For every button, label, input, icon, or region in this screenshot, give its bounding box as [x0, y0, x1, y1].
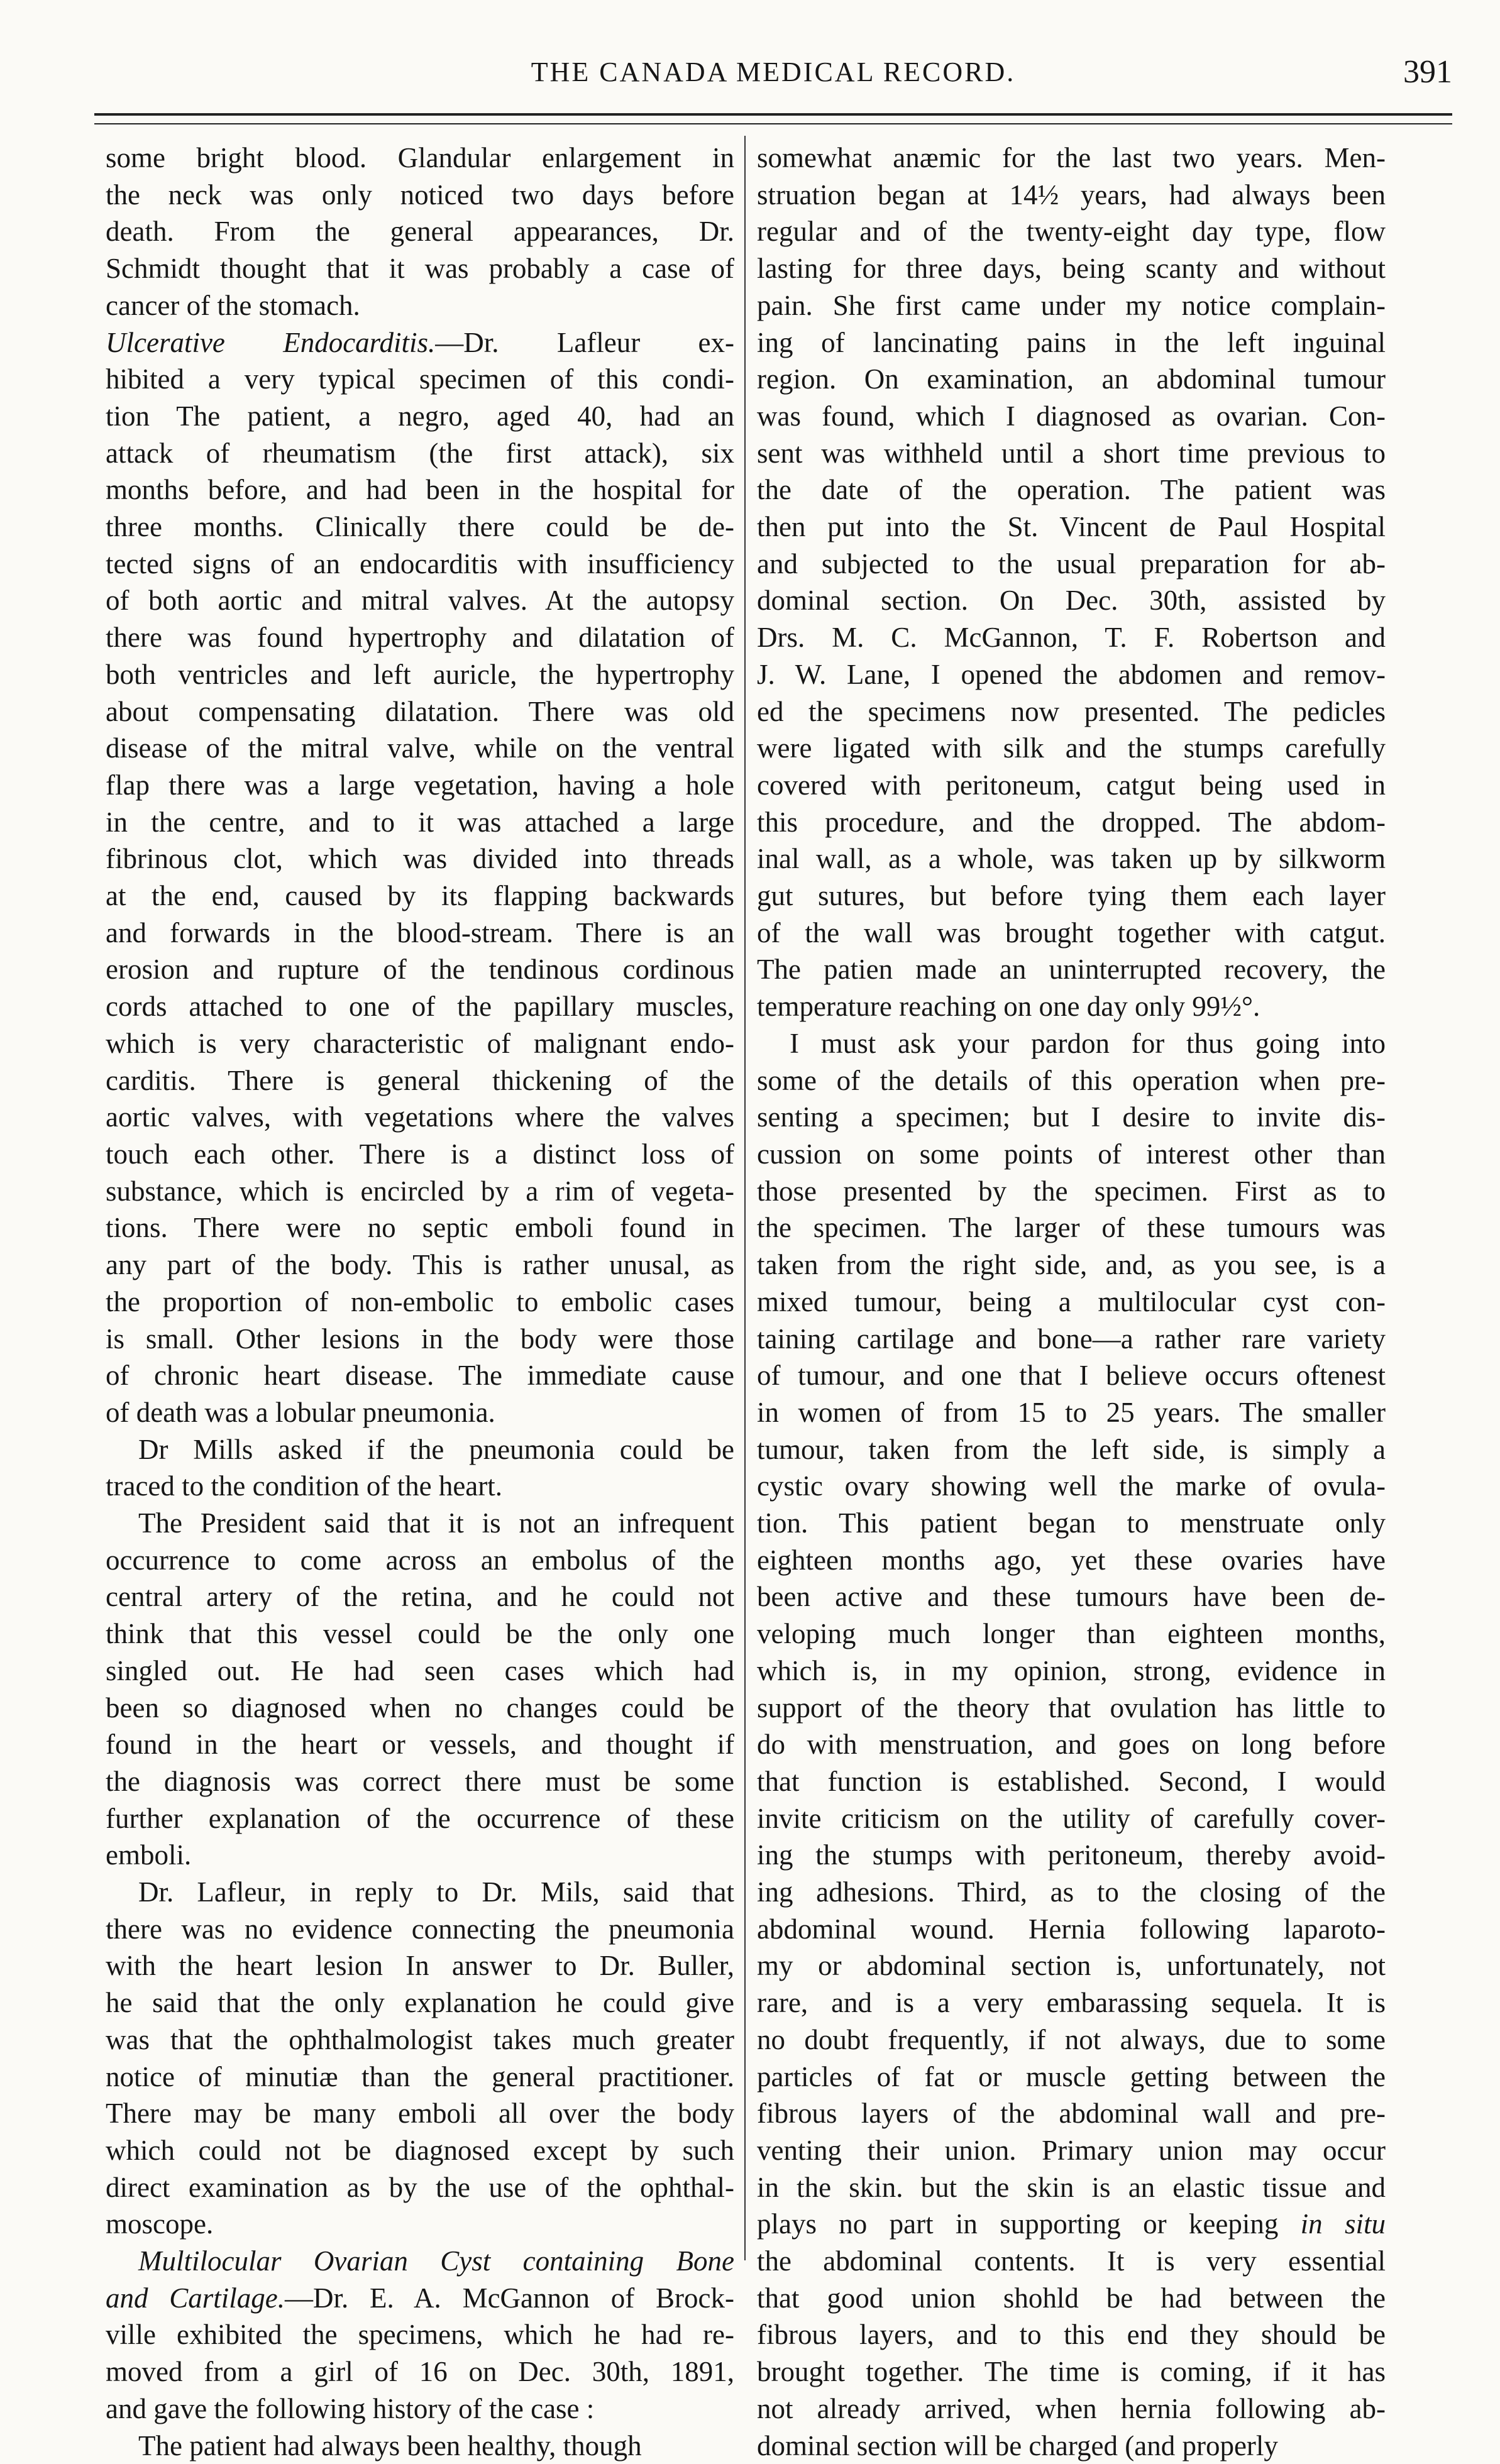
- text-line: notice of minutiæ than the general practitioner.: [106, 2060, 734, 2093]
- text-line: There may be many emboli all over the body: [106, 2098, 734, 2130]
- text-line: of chronic heart disease. The immediate cause: [106, 1360, 734, 1392]
- text-line: there was no evidence connecting the pneumonia: [106, 1913, 734, 1945]
- text-line: Schmidt thought that it was probably a case of: [106, 253, 734, 285]
- left-paragraph: [106, 324, 734, 1431]
- text-line: Multilocular Ovarian Cyst containing Bone: [138, 2245, 734, 2277]
- text-line: attack of rheumatism (the first attack), six: [106, 437, 734, 469]
- text-line: tion. This patient began to menstruate only: [757, 1507, 1386, 1539]
- text-line: of both aortic and mitral valves. At the autopsy: [106, 585, 734, 617]
- text-line: further explanation of the occurrence of these: [106, 1802, 734, 1834]
- text-line: substance, which is encircled by a rim of vegeta-: [106, 1175, 734, 1207]
- text-line: and subjected to the usual preparation for ab-: [757, 547, 1386, 580]
- text-line: somewhat anæmic for the last two years. Men-: [757, 142, 1386, 173]
- text-line: veloping much longer than eighteen months,: [757, 1618, 1386, 1650]
- text-line: tion The patient, a negro, aged 40, had an: [106, 400, 734, 432]
- header-rule-thick: [94, 113, 1452, 116]
- text-line: The patien made an uninterrupted recovery, the: [757, 954, 1386, 986]
- text-line: some of the details of this operation when pre-: [757, 1064, 1386, 1096]
- text-line: and forwards in the blood-stream. There is an: [106, 916, 734, 949]
- text-line: occurrence to come across an embolus of the: [106, 1544, 734, 1576]
- text-line: moscope.: [106, 2208, 214, 2240]
- text-line: death. From the general appearances, Dr.: [106, 216, 734, 248]
- text-line: that good union shohld be had between the: [757, 2282, 1386, 2314]
- text-line: sent was withheld until a short time previous to: [757, 437, 1386, 469]
- text-line: brought together. The time is coming, if it has: [757, 2356, 1386, 2388]
- text-line: ed the specimens now presented. The pedicles: [757, 695, 1386, 727]
- text-line: do with menstruation, and goes on long before: [757, 1729, 1386, 1761]
- text-line: months before, and had been in the hospital for: [106, 474, 734, 506]
- text-line: central artery of the retina, and he could not: [106, 1581, 734, 1613]
- text-line: gut sutures, but before tying them each layer: [757, 880, 1386, 912]
- text-line: was that the ophthalmologist takes much greater: [106, 2023, 734, 2055]
- text-line: at the end, caused by its flapping backwards: [106, 880, 734, 912]
- text-line: three months. Clinically there could be de-: [106, 511, 734, 543]
- text-line: plays no part in supporting or keeping in situ: [757, 2208, 1386, 2240]
- text-line: eighteen months ago, yet these ovaries have: [757, 1544, 1386, 1576]
- text-line: direct examination as by the use of the ophthal-: [106, 2171, 734, 2203]
- text-line: no doubt frequently, if not always, due to some: [757, 2023, 1386, 2055]
- text-line: is small. Other lesions in the body were those: [106, 1323, 734, 1355]
- text-line: in the skin. but the skin is an elastic tissue and: [757, 2171, 1386, 2203]
- text-line: aortic valves, with vegetations where the valves: [106, 1101, 734, 1133]
- text-line: venting their union. Primary union may occur: [757, 2134, 1386, 2166]
- text-line: and gave the following history of the case :: [106, 2392, 595, 2424]
- text-line: then put into the St. Vincent de Paul Hospital: [757, 511, 1386, 543]
- text-line: tected signs of an endocarditis with insufficiency: [106, 547, 734, 580]
- text-line: dominal section will be charged (and properly: [757, 2429, 1278, 2461]
- text-line: emboli.: [106, 1839, 192, 1871]
- text-line: the date of the operation. The patient was: [757, 474, 1386, 506]
- text-line: ing adhesions. Third, as to the closing of the: [757, 1876, 1386, 1908]
- text-line: tumour, taken from the left side, is simply a: [757, 1433, 1386, 1465]
- text-line: in the centre, and to it was attached a large: [106, 806, 734, 838]
- page-number: 391: [1403, 54, 1452, 90]
- text-line: fibrinous clot, which was divided into threads: [106, 843, 734, 875]
- text-line: ville exhibited the specimens, which he had re-: [106, 2319, 734, 2351]
- text-line: the diagnosis was correct there must be some: [106, 1765, 734, 1797]
- text-line: Dr Mills asked if the pneumonia could be: [138, 1433, 734, 1465]
- text-line: cancer of the stomach.: [106, 289, 360, 321]
- left-paragraph: [106, 2243, 734, 2428]
- text-line: found in the heart or vessels, and thought if: [106, 1729, 734, 1761]
- text-line: region. On examination, an abdominal tumour: [757, 363, 1386, 395]
- text-line: which is, in my opinion, strong, evidence in: [757, 1654, 1386, 1686]
- text-line: the proportion of non-embolic to embolic cases: [106, 1285, 734, 1317]
- text-line: of the wall was brought together with catgut.: [757, 916, 1386, 949]
- text-line: Ulcerative Endocarditis.—Dr. Lafleur ex-: [106, 326, 734, 358]
- text-line: some bright blood. Glandular enlargement in: [106, 142, 734, 173]
- text-line: abdominal wound. Hernia following laparoto-: [757, 1913, 1386, 1945]
- text-line: fibrous layers, and to this end they should be: [757, 2319, 1386, 2351]
- text-line: been active and these tumours have been de-: [757, 1581, 1386, 1613]
- text-line: ing the stumps with peritoneum, thereby avoid-: [757, 1839, 1386, 1871]
- text-line: The patient had always been healthy, though: [138, 2429, 642, 2461]
- text-line: there was found hypertrophy and dilatation of: [106, 622, 734, 654]
- column-divider: [744, 136, 746, 2260]
- text-line: singled out. He had seen cases which had: [106, 1654, 734, 1686]
- text-line: temperature reaching on one day only 99½°.: [757, 991, 1260, 1023]
- text-line: fibrous layers of the abdominal wall and pre-: [757, 2098, 1386, 2130]
- right-paragraph: [757, 140, 1386, 1025]
- text-line: mixed tumour, being a multilocular cyst con-: [757, 1285, 1386, 1317]
- left-paragraph: [106, 140, 734, 324]
- text-line: regular and of the twenty-eight day type, flow: [757, 216, 1386, 248]
- text-line: particles of fat or muscle getting between the: [757, 2060, 1386, 2093]
- text-line: that function is established. Second, I would: [757, 1765, 1386, 1797]
- header-rule-thin: [94, 123, 1452, 124]
- text-line: with the heart lesion In answer to Dr. Buller,: [106, 1950, 734, 1982]
- text-line: pain. She first came under my notice complain-: [757, 289, 1386, 321]
- text-line: carditis. There is general thickening of the: [106, 1064, 734, 1096]
- text-line: erosion and rupture of the tendinous cordinous: [106, 954, 734, 986]
- text-line: which could not be diagnosed except by such: [106, 2134, 734, 2166]
- text-line: those presented by the specimen. First as to: [757, 1175, 1386, 1207]
- left-paragraph: [106, 2428, 734, 2464]
- text-line: both ventricles and left auricle, the hypertrophy: [106, 658, 734, 690]
- text-line: in women of from 15 to 25 years. The smaller: [757, 1396, 1386, 1428]
- text-line: struation began at 14½ years, had always been: [757, 179, 1386, 211]
- text-line: moved from a girl of 16 on Dec. 30th, 1891,: [106, 2356, 734, 2388]
- text-line: rare, and is a very embarassing sequela. It is: [757, 1987, 1386, 2019]
- text-line: my or abdominal section is, unfortunately, not: [757, 1950, 1386, 1982]
- running-head: THE CANADA MEDICAL RECORD.: [531, 57, 1016, 87]
- text-line: inal wall, as a whole, was taken up by silkworm: [757, 843, 1386, 875]
- right-paragraph: [757, 1025, 1386, 2464]
- text-line: this procedure, and the dropped. The abdom-: [757, 806, 1386, 838]
- text-line: support of the theory that ovulation has little to: [757, 1691, 1386, 1724]
- text-line: any part of the body. This is rather unusal, as: [106, 1249, 734, 1281]
- text-line: J. W. Lane, I opened the abdomen and remov-: [757, 658, 1386, 690]
- text-line: disease of the mitral valve, while on the ventral: [106, 732, 734, 764]
- text-line: tions. There were no septic emboli found in: [106, 1212, 734, 1244]
- text-line: taining cartilage and bone—a rather rare variety: [757, 1323, 1386, 1355]
- text-line: Drs. M. C. McGannon, T. F. Robertson and: [757, 622, 1386, 654]
- text-line: think that this vessel could be the only one: [106, 1618, 734, 1650]
- text-line: was found, which I diagnosed as ovarian. Con-: [757, 400, 1386, 432]
- left-paragraph: [106, 1431, 734, 1505]
- text-line: senting a specimen; but I desire to invite dis-: [757, 1101, 1386, 1133]
- text-line: lasting for three days, being scanty and without: [757, 253, 1386, 285]
- text-line: the specimen. The larger of these tumours was: [757, 1212, 1386, 1244]
- left-column: [106, 140, 734, 2461]
- text-line: not already arrived, when hernia following ab-: [757, 2392, 1386, 2424]
- text-line: cystic ovary showing well the marke of ovula-: [757, 1470, 1386, 1502]
- text-line: which is very characteristic of malignant endo-: [106, 1027, 734, 1059]
- text-line: ing of lancinating pains in the left inguinal: [757, 326, 1386, 358]
- text-line: he said that the only explanation he could give: [106, 1987, 734, 2019]
- text-line: were ligated with silk and the stumps carefully: [757, 732, 1386, 764]
- page-header: [94, 50, 1452, 94]
- text-line: been so diagnosed when no changes could be: [106, 1691, 734, 1724]
- text-line: taken from the right side, and, as you see, is a: [757, 1249, 1386, 1281]
- text-line: covered with peritoneum, catgut being used in: [757, 769, 1386, 801]
- text-line: the abdominal contents. It is very essential: [757, 2245, 1386, 2277]
- text-line: The President said that it is not an infrequent: [138, 1507, 734, 1539]
- text-line: the neck was only noticed two days before: [106, 179, 734, 211]
- left-paragraph: [106, 1874, 734, 2243]
- text-line: I must ask your pardon for thus going into: [790, 1027, 1386, 1059]
- right-column: [757, 140, 1386, 2461]
- text-line: invite criticism on the utility of carefully cover-: [757, 1802, 1386, 1834]
- text-line: of death was a lobular pneumonia.: [106, 1396, 495, 1428]
- text-line: cords attached to one of the papillary muscles,: [106, 991, 734, 1023]
- text-line: touch each other. There is a distinct loss of: [106, 1138, 734, 1170]
- text-line: traced to the condition of the heart.: [106, 1470, 503, 1502]
- text-line: cussion on some points of interest other than: [757, 1138, 1386, 1170]
- text-line: of tumour, and one that I believe occurs oftenest: [757, 1360, 1386, 1392]
- text-line: hibited a very typical specimen of this condi-: [106, 363, 734, 395]
- text-line: Dr. Lafleur, in reply to Dr. Mils, said that: [138, 1876, 734, 1908]
- left-paragraph: [106, 1505, 734, 1874]
- text-line: flap there was a large vegetation, having a hole: [106, 769, 734, 801]
- text-line: about compensating dilatation. There was old: [106, 695, 734, 727]
- text-line: and Cartilage.—Dr. E. A. McGannon of Brock-: [106, 2282, 734, 2314]
- text-line: dominal section. On Dec. 30th, assisted by: [757, 585, 1386, 617]
